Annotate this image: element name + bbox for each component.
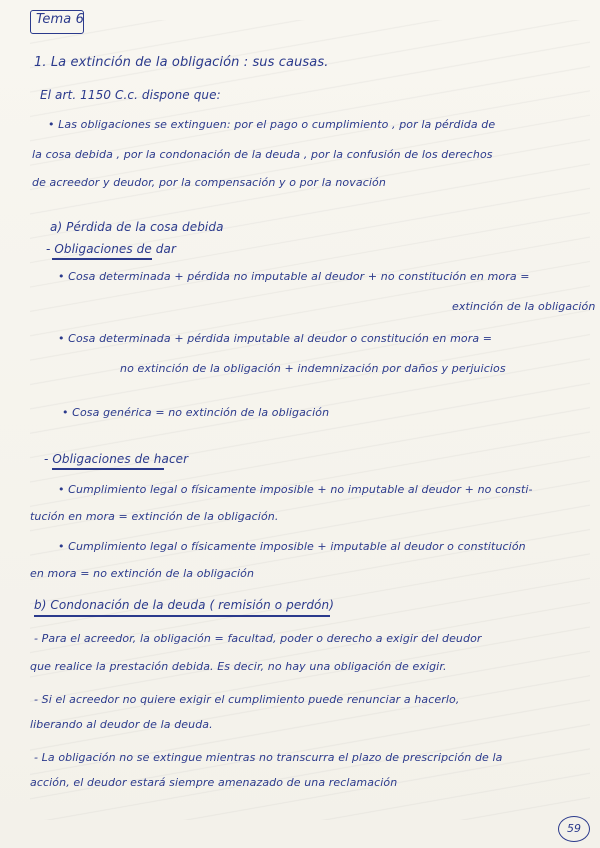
section-a-title: a) Pérdida de la cosa debida [50, 220, 224, 234]
intro-bullet: • Las obligaciones se extinguen: por el pago o cumplimiento , por la pérdida de [48, 118, 496, 131]
underline [34, 615, 330, 617]
list-item-cont: tución en mora = extinción de la obligación. [30, 510, 279, 523]
list-item: • Cosa genérica = no extinción de la obligación [62, 406, 330, 419]
underline [52, 258, 152, 260]
list-item: • Cumplimiento legal o físicamente imposible + imputable al deudor o constitución [58, 540, 526, 553]
paragraph: - La obligación no se extingue mientras no transcurra el plazo de prescripción de la [34, 751, 503, 764]
paragraph: - Para el acreedor, la obligación = facultad, poder o derecho a exigir del deudor [34, 632, 482, 645]
list-item: • Cosa determinada + pérdida imputable al deudor o constitución en mora = [58, 332, 493, 345]
tema-label: Tema 6 [36, 12, 84, 27]
intro-bullet-cont: la cosa debida , por la condonación de la deuda , por la confusión de los derechos [32, 148, 493, 161]
intro-bullet-cont: de acreedor y deudor, por la compensación y o por la novación [32, 176, 386, 189]
paragraph-cont: que realice la prestación debida. Es decir, no hay una obligación de exigir. [30, 660, 447, 673]
paragraph: - Si el acreedor no quiere exigir el cumplimiento puede renunciar a hacerlo, [34, 693, 460, 706]
list-item-cont: no extinción de la obligación + indemnización por daños y perjuicios [120, 362, 506, 375]
list-item: • Cumplimiento legal o físicamente imposible + no imputable al deudor + no consti- [58, 483, 533, 496]
paragraph-cont: liberando al deudor de la deuda. [30, 718, 213, 731]
page-number: 59 [558, 816, 590, 842]
list-item: • Cosa determinada + pérdida no imputable al deudor + no constitución en mora = [58, 270, 530, 283]
list-item-cont: en mora = no extinción de la obligación [30, 567, 255, 580]
list-item-cont: extinción de la obligación [452, 300, 596, 313]
subsection-hacer-title: - Obligaciones de hacer [44, 452, 189, 466]
subsection-dar-title: - Obligaciones de dar [46, 242, 176, 256]
intro-line: El art. 1150 C.c. dispone que: [40, 88, 221, 102]
paragraph-cont: acción, el deudor estará siempre amenazado de una reclamación [30, 776, 398, 789]
underline [52, 468, 164, 470]
section-b-title: b) Condonación de la deuda ( remisión o perdón) [34, 598, 334, 612]
page-title: 1. La extinción de la obligación : sus causas. [34, 55, 329, 70]
